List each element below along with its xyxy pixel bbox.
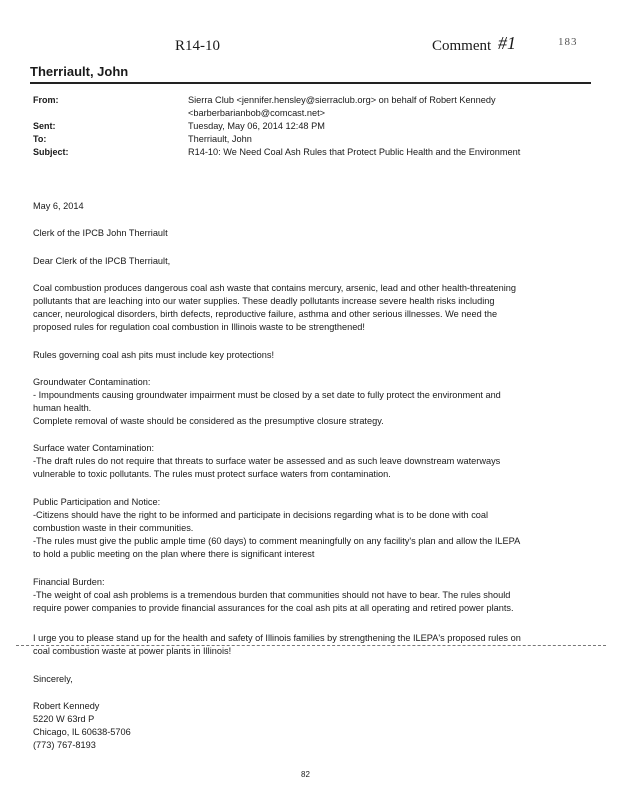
signoff: Sincerely, [33,674,73,684]
groundwater-heading: Groundwater Contamination: [33,377,151,387]
closing-line: I urge you to please stand up for the health and safety of Illinois families by strengthening the ILEPA's proposed rules on [33,633,521,643]
to-value: Therriault, John [188,134,252,144]
from-label: From: [33,95,59,105]
intro-line: cancer, neurological disorders, birth defects, reproductive failure, asthma and other serious illnesses. We need the [33,309,498,319]
participation-line: -The rules must give the public ample time (60 days) to comment meaningfully on any facility's plan and allow the ILEPA [33,536,521,546]
sent-label: Sent: [33,121,56,131]
closing-line: coal combustion waste at power plants in Illinois! [33,646,232,656]
surface-line: -The draft rules do not require that threats to surface water be assessed and as such leave downstream waterways [33,456,501,466]
header-divider [30,82,591,84]
letter-date: May 6, 2014 [33,201,84,211]
subject-label: Subject: [33,147,69,157]
sender-name: Therriault, John [30,64,129,79]
subject-value: R14-10: We Need Coal Ash Rules that Protect Public Health and the Environment [188,147,521,157]
from-value: Sierra Club <jennifer.hensley@sierraclub.org> on behalf of Robert Kennedy [188,95,496,105]
financial-heading: Financial Burden: [33,577,105,587]
comment-number: #1 [498,33,516,53]
letter-salutation: Dear Clerk of the IPCB Therriault, [33,256,171,266]
signature-city: Chicago, IL 60638-5706 [33,727,131,737]
surface-line: vulnerable to toxic pollutants. The rules must protect surface waters from contamination. [33,469,391,479]
sent-value: Tuesday, May 06, 2014 12:48 PM [188,121,325,131]
comment-label: Comment [432,38,492,54]
participation-line: -Citizens should have the right to be informed and participate in decisions regarding what is to be done with coal [33,510,489,520]
page-count: 183 [558,36,578,48]
groundwater-line: - Impoundments causing groundwater impairment must be closed by a set date to fully protect the environment and [33,390,501,400]
to-label: To: [33,134,47,144]
groundwater-line: human health. [33,403,92,413]
intro-line: pollutants that are leaching into our water supplies. These deadly pollutants increase severe health risks including [33,296,495,306]
signature-name: Robert Kennedy [33,701,100,711]
groundwater-line: Complete removal of waste should be considered as the presumptive closure strategy. [33,416,384,426]
docket-number: R14-10 [175,38,220,54]
intro-line: Coal combustion produces dangerous coal ash waste that contains mercury, arsenic, lead and other health-threatening [33,283,516,293]
from-value-email: <barberbarianbob@comcast.net> [188,108,326,118]
letter-recipient: Clerk of the IPCB John Therriault [33,228,168,238]
intro-line: proposed rules for regulation coal combustion in Illinois waste to be strengthened! [33,322,365,332]
signature-address: 5220 W 63rd P [33,714,95,724]
page-number: 82 [301,770,310,779]
rules-intro: Rules governing coal ash pits must include key protections! [33,350,275,360]
participation-line: combustion waste in their communities. [33,523,194,533]
signature-phone: (773) 767-8193 [33,740,96,750]
financial-line: require power companies to provide financial assurances for the coal ash pits at all operating and retired power plants. [33,603,514,613]
participation-heading: Public Participation and Notice: [33,497,161,507]
financial-line: -The weight of coal ash problems is a tremendous burden that communities should not have to bear. The rules should [33,590,511,600]
surface-heading: Surface water Contamination: [33,443,155,453]
participation-line: to hold a public meeting on the plan where there is significant interest [33,549,315,559]
